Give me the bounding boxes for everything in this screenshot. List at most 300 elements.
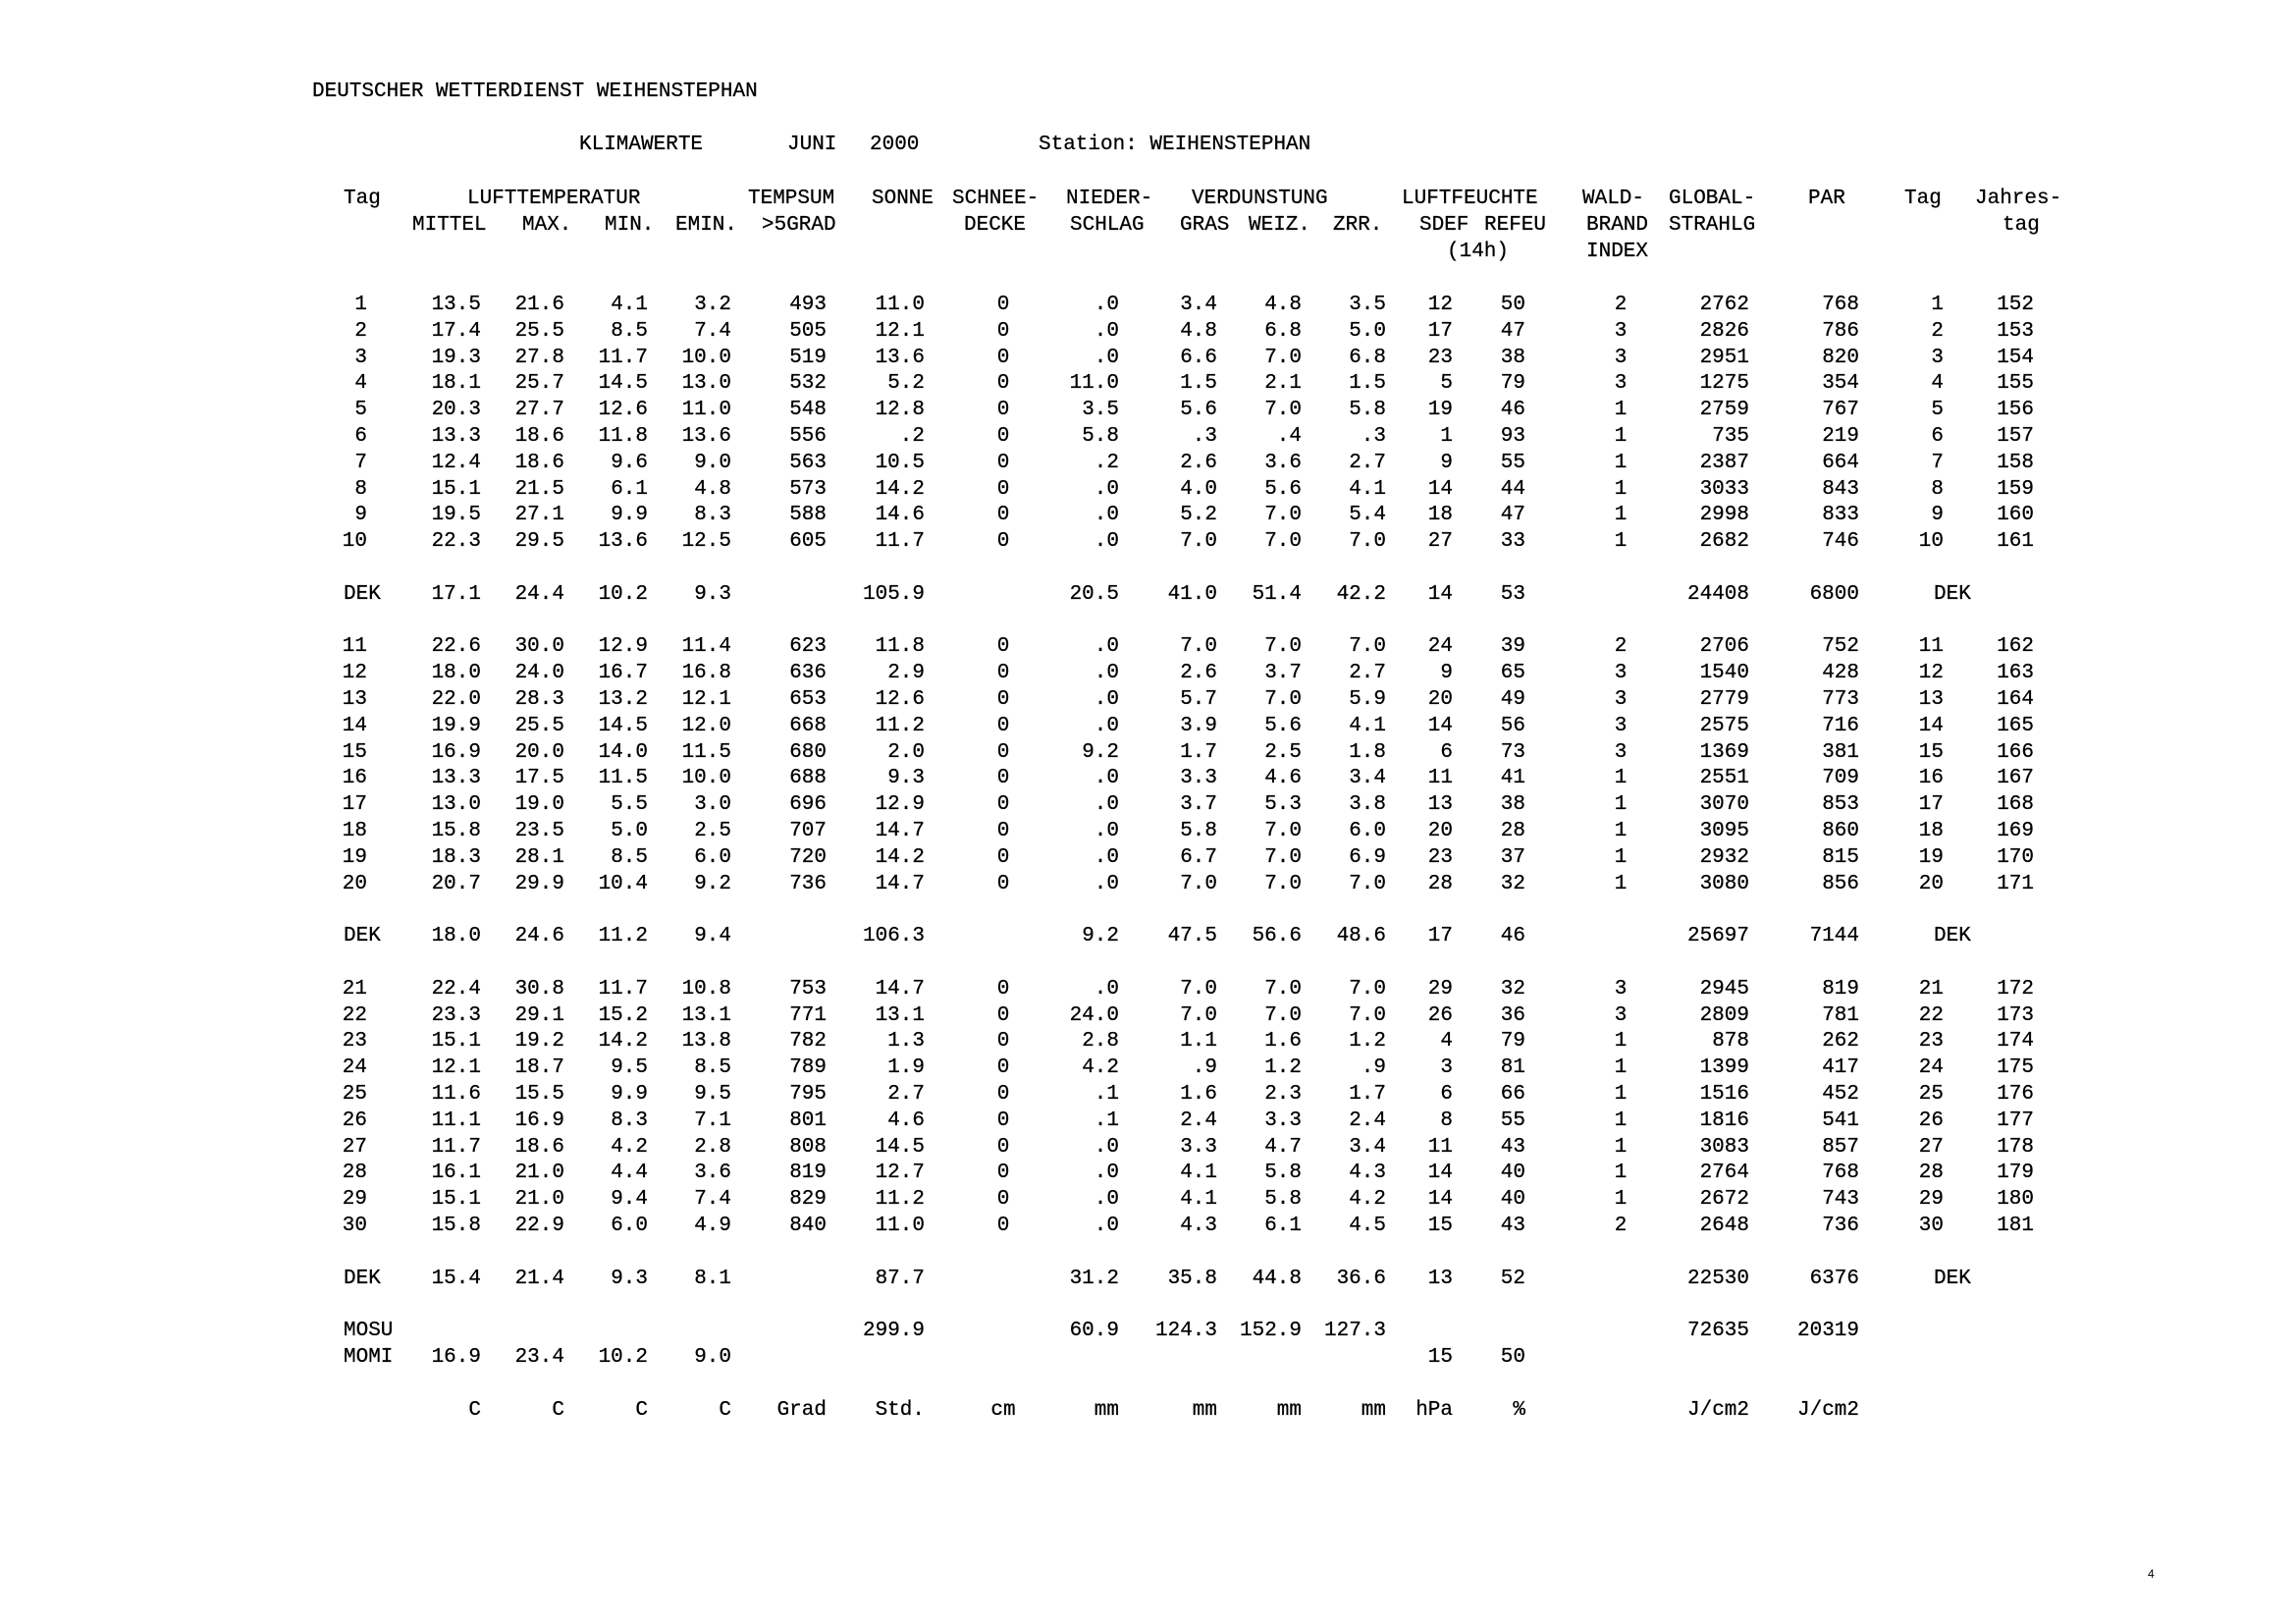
table-cell: 815 [1822,846,1859,869]
table-cell: J/cm2 [1796,1399,1859,1422]
table-cell: 19 [1427,399,1453,421]
table-cell: 428 [1822,662,1859,684]
table-cell: 4.9 [694,1215,731,1237]
table-cell: 12 [1918,662,1944,684]
table-cell: .0 [1094,1215,1119,1237]
table-cell: 8.3 [694,504,731,526]
table-cell: 6 [354,425,367,448]
table-cell: 18.6 [514,452,564,474]
table-cell: 1 [1614,1188,1628,1211]
table-cell: 1540 [1699,662,1749,684]
header-14h: (14h) [1447,241,1510,263]
table-cell: 2551 [1699,767,1749,789]
table-cell: 0 [996,452,1010,474]
table-cell: 25.7 [514,372,564,395]
table-cell: 3.4 [1349,767,1386,789]
table-cell: 9.9 [611,1083,648,1106]
table-cell: 11.7 [431,1136,481,1159]
table-cell: 15.4 [431,1268,481,1290]
table-cell: 1 [1614,1056,1628,1079]
table-cell: 11.5 [681,741,731,764]
table-cell: 13.6 [875,347,925,369]
table-cell: 6.0 [1349,820,1386,842]
header-gras: GRAS [1180,214,1230,237]
table-cell: 11 [1427,767,1453,789]
table-cell: 0 [996,846,1010,869]
header-decke: DECKE [964,214,1027,237]
table-cell: 52 [1500,1268,1525,1290]
table-cell: 7.0 [1264,399,1302,421]
table-cell: 2 [354,320,367,343]
table-cell: DEK [344,583,381,606]
table-cell: 16.9 [431,1346,481,1369]
table-cell: 179 [1997,1162,2034,1184]
table-cell: 789 [789,1056,827,1079]
table-cell: 7.0 [1264,820,1302,842]
table-cell: Std. [875,1399,925,1422]
table-cell: 7.0 [1264,1004,1302,1027]
table-cell: 1 [1614,1083,1628,1106]
table-cell: 1 [1614,1109,1628,1132]
table-cell: 8.5 [694,1056,731,1079]
table-cell: 9 [1440,662,1453,684]
table-cell: 16 [1918,767,1944,789]
table-cell: 299.9 [862,1320,925,1342]
table-cell: 3.8 [1349,793,1386,816]
table-cell: 29.5 [514,530,564,553]
table-cell: 15.1 [431,478,481,501]
table-cell: 653 [789,688,827,711]
table-cell: 23 [1918,1030,1944,1053]
table-cell: 18 [342,820,367,842]
table-cell: DEK [344,925,381,947]
header-tag-2: Tag [1904,188,1942,210]
table-cell: .0 [1094,530,1119,553]
table-cell: .0 [1094,793,1119,816]
table-cell: 11.7 [875,530,925,553]
table-cell: 35.8 [1167,1268,1217,1290]
table-cell: 23 [1427,846,1453,869]
table-cell: 860 [1822,820,1859,842]
table-cell: 5.8 [1264,1162,1302,1184]
table-cell: 0 [996,320,1010,343]
table-cell: 2826 [1699,320,1749,343]
page-number-mark: 4 [2148,1567,2155,1581]
table-cell: 1399 [1699,1056,1749,1079]
table-cell: 65 [1500,662,1525,684]
table-cell: 20.3 [431,399,481,421]
table-cell: 493 [789,294,827,316]
table-cell: 28 [1500,820,1525,842]
table-cell: 532 [789,372,827,395]
table-cell: 0 [996,478,1010,501]
table-cell: 4.2 [611,1136,648,1159]
table-cell: .0 [1094,978,1119,1001]
header-5grad: >5GRAD [762,214,836,237]
table-cell: 2 [1931,320,1944,343]
table-cell: 11.1 [431,1109,481,1132]
table-cell: 155 [1997,372,2034,395]
table-cell: 4.8 [1264,294,1302,316]
table-cell: 164 [1997,688,2034,711]
table-cell: 0 [996,1083,1010,1106]
table-cell: 0 [996,1162,1010,1184]
table-cell: 11 [1918,635,1944,658]
table-row [0,740,2296,766]
table-cell: 27 [342,1136,367,1159]
table-cell: 3095 [1699,820,1749,842]
table-cell: 743 [1822,1188,1859,1211]
table-cell: 40 [1500,1162,1525,1184]
table-cell: 14.2 [875,846,925,869]
table-cell: 11.8 [598,425,648,448]
table-cell: 153 [1997,320,2034,343]
table-cell: 25.5 [514,715,564,737]
table-cell: 381 [1822,741,1859,764]
table-cell: 11.7 [598,347,648,369]
table-cell: 30.0 [514,635,564,658]
table-cell: 20 [1427,688,1453,711]
table-cell: 6.6 [1180,347,1217,369]
header-strahlg: STRAHLG [1669,214,1756,237]
table-cell: 3 [1614,715,1628,737]
table-cell: 29 [1427,978,1453,1001]
table-cell: 4.2 [1349,1188,1386,1211]
table-cell: 0 [996,1030,1010,1053]
header-sdef: SDEF [1419,214,1469,237]
table-cell: 13.1 [681,1004,731,1027]
table-cell: 18.0 [431,925,481,947]
table-cell: 0 [996,1004,1010,1027]
table-cell: 5.5 [611,793,648,816]
table-cell: 11.2 [598,925,648,947]
table-cell: 43 [1500,1215,1525,1237]
table-cell: 2.1 [1264,372,1302,395]
table-row [0,1135,2296,1161]
table-cell: 707 [789,820,827,842]
table-cell: 22.9 [514,1215,564,1237]
table-cell: 12.6 [598,399,648,421]
table-cell: 20 [1918,873,1944,895]
table-cell: Grad [776,1399,827,1422]
table-cell: .1 [1094,1109,1119,1132]
table-cell: 3.2 [694,294,731,316]
table-cell: 15.8 [431,1215,481,1237]
table-cell: 7.4 [694,320,731,343]
table-cell: 14 [1427,1162,1453,1184]
table-row [0,1029,2296,1055]
table-cell: 19.9 [431,715,481,737]
table-cell: 27 [1918,1136,1944,1159]
table-cell: 1 [1614,530,1628,553]
table-cell: 820 [1822,347,1859,369]
table-cell: 3 [1614,741,1628,764]
table-cell: 19.0 [514,793,564,816]
table-row [0,451,2296,476]
table-cell: 17 [342,793,367,816]
table-cell: 1.8 [1349,741,1386,764]
table-cell: 14.5 [598,715,648,737]
table-cell: DEK [344,1268,381,1290]
table-cell: 6376 [1809,1268,1859,1290]
table-cell: 2 [1614,294,1628,316]
table-cell: 47.5 [1167,925,1217,947]
table-cell: 32 [1500,873,1525,895]
dek-summary-row [0,582,2296,608]
table-cell: cm [990,1399,1016,1422]
table-cell: 18.1 [431,372,481,395]
table-cell: 23.5 [514,820,564,842]
table-cell: 0 [996,530,1010,553]
table-cell: 18.7 [514,1056,564,1079]
header-sonne: SONNE [872,188,934,210]
table-cell: 0 [996,294,1010,316]
table-cell: 2 [1614,1215,1628,1237]
header-tag: Tag [344,188,381,210]
table-cell: 12.9 [598,635,648,658]
table-cell: 38 [1500,793,1525,816]
table-cell: 1.5 [1180,372,1217,395]
table-cell: 53 [1500,583,1525,606]
table-cell: 39 [1500,635,1525,658]
table-cell: 33 [1500,530,1525,553]
header-mittel: MITTEL [412,214,487,237]
table-cell: 2648 [1699,1215,1749,1237]
table-cell: 19.3 [431,347,481,369]
table-cell: 853 [1822,793,1859,816]
table-cell: 22.0 [431,688,481,711]
table-cell: 7.0 [1180,873,1217,895]
table-cell: 13.2 [598,688,648,711]
table-cell: 417 [1822,1056,1859,1079]
table-cell: 3.6 [694,1162,731,1184]
table-cell: 4.1 [1349,478,1386,501]
table-cell: 452 [1822,1083,1859,1106]
table-cell: 1 [1614,425,1628,448]
table-cell: 2.3 [1264,1083,1302,1106]
table-cell: 29 [1918,1188,1944,1211]
table-cell: 21.5 [514,478,564,501]
table-cell: 9 [354,504,367,526]
table-cell: 44.8 [1252,1268,1302,1290]
table-cell: 11.6 [431,1083,481,1106]
table-cell: 79 [1500,1030,1525,1053]
table-cell: 30.8 [514,978,564,1001]
table-cell: 9.3 [887,767,925,789]
table-cell: 2672 [1699,1188,1749,1211]
table-cell: 0 [996,1056,1010,1079]
table-cell: 15.1 [431,1188,481,1211]
table-cell: 12.6 [875,688,925,711]
table-cell: 23 [1427,347,1453,369]
table-cell: 688 [789,767,827,789]
table-cell: 808 [789,1136,827,1159]
table-cell: 161 [1997,530,2034,553]
table-cell: 10.8 [681,978,731,1001]
table-cell: 20319 [1796,1320,1859,1342]
header-tempsum: TEMPSUM [748,188,835,210]
table-cell: 4.1 [1180,1162,1217,1184]
table-cell: 2932 [1699,846,1749,869]
table-cell: 5.8 [1180,820,1217,842]
table-cell: 56.6 [1252,925,1302,947]
table-cell: 8 [1440,1109,1453,1132]
table-cell: 0 [996,873,1010,895]
table-cell: .0 [1094,320,1119,343]
table-cell: 14 [1427,715,1453,737]
month-label: JUNI [787,134,837,156]
table-cell: 6.0 [694,846,731,869]
table-cell: 5 [354,399,367,421]
table-cell: 6 [1440,741,1453,764]
table-cell: 0 [996,399,1010,421]
table-cell: 156 [1997,399,2034,421]
table-cell: 106.3 [862,925,925,947]
table-cell: 181 [1997,1215,2034,1237]
table-cell: 11.0 [875,1215,925,1237]
table-cell: 13 [1427,1268,1453,1290]
table-cell: 24.0 [1069,1004,1119,1027]
table-cell: 15 [342,741,367,764]
table-cell: C [468,1399,481,1422]
table-cell: 7.0 [1264,347,1302,369]
table-row [0,977,2296,1002]
table-cell: 15 [1918,741,1944,764]
table-cell: 7.0 [1264,635,1302,658]
table-cell: 3 [1614,320,1628,343]
table-cell: 11.4 [681,635,731,658]
table-cell: 3.6 [1264,452,1302,474]
table-cell: 17 [1918,793,1944,816]
table-cell: 735 [1712,425,1749,448]
table-cell: 124.3 [1154,1320,1217,1342]
table-cell: 23.3 [431,1004,481,1027]
table-cell: 14 [342,715,367,737]
table-cell: DEK [1934,583,1971,606]
table-cell: 3.9 [1180,715,1217,737]
table-row [0,1187,2296,1213]
table-cell: 32 [1500,978,1525,1001]
table-cell: 354 [1822,372,1859,395]
table-cell: 1 [354,294,367,316]
table-row [0,819,2296,844]
table-cell: 170 [1997,846,2034,869]
table-cell: 4 [354,372,367,395]
table-cell: 40 [1500,1188,1525,1211]
table-cell: 0 [996,715,1010,737]
table-cell: 11.7 [598,978,648,1001]
table-cell: 0 [996,688,1010,711]
table-cell: 9.2 [694,873,731,895]
table-cell: 773 [1822,688,1859,711]
table-cell: 819 [789,1162,827,1184]
table-cell: 3.3 [1180,1136,1217,1159]
table-cell: 60.9 [1069,1320,1119,1342]
table-cell: 0 [996,1188,1010,1211]
table-cell: 1.2 [1264,1056,1302,1079]
table-cell: 51.4 [1252,583,1302,606]
table-cell: .9 [1192,1056,1217,1079]
table-cell: 9.9 [611,504,648,526]
table-cell: 768 [1822,1162,1859,1184]
table-cell: 1 [1614,767,1628,789]
mosu-row [0,1319,2296,1344]
table-cell: .0 [1094,873,1119,895]
table-cell: 180 [1997,1188,2034,1211]
table-cell: 6.8 [1264,320,1302,343]
table-cell: 167 [1997,767,2034,789]
table-cell: 14 [1427,583,1453,606]
table-cell: 0 [996,425,1010,448]
table-cell: 13.3 [431,425,481,448]
table-cell: 166 [1997,741,2034,764]
table-row [0,1003,2296,1029]
table-cell: 14 [1427,478,1453,501]
table-cell: 664 [1822,452,1859,474]
table-cell: 856 [1822,873,1859,895]
table-cell: 0 [996,662,1010,684]
table-cell: 127.3 [1323,1320,1386,1342]
table-cell: 46 [1500,925,1525,947]
table-cell: 6.0 [611,1215,648,1237]
table-cell: 7.0 [1349,978,1386,1001]
table-cell: 25.5 [514,320,564,343]
table-cell: .9 [1361,1056,1386,1079]
table-cell: 14.5 [875,1136,925,1159]
table-cell: 162 [1997,635,2034,658]
table-cell: 9.5 [611,1056,648,1079]
table-cell: 2759 [1699,399,1749,421]
table-cell: 16 [342,767,367,789]
table-cell: 3.7 [1180,793,1217,816]
table-cell: 174 [1997,1030,2034,1053]
table-cell: 1 [1614,793,1628,816]
table-cell: 1 [1614,1136,1628,1159]
table-cell: 4.1 [611,294,648,316]
header-schnee: SCHNEE- [952,188,1040,210]
table-cell: 3083 [1699,1136,1749,1159]
table-cell: 2.6 [1180,452,1217,474]
table-cell: 878 [1712,1030,1749,1053]
table-cell: 605 [789,530,827,553]
table-cell: 154 [1997,347,2034,369]
table-cell: 3.3 [1264,1109,1302,1132]
momi-row [0,1345,2296,1371]
table-cell: 1.5 [1349,372,1386,395]
table-cell: 1.3 [887,1030,925,1053]
table-cell: 15.8 [431,820,481,842]
table-cell: .0 [1094,478,1119,501]
table-cell: 9 [1931,504,1944,526]
table-cell: 105.9 [862,583,925,606]
table-cell: 2.4 [1349,1109,1386,1132]
table-cell: 857 [1822,1136,1859,1159]
table-cell: 2.8 [694,1136,731,1159]
table-cell: 42.2 [1336,583,1386,606]
table-cell: 12.5 [681,530,731,553]
header-weiz: WEIZ. [1249,214,1311,237]
table-cell: 771 [789,1004,827,1027]
table-cell: 0 [996,1109,1010,1132]
table-cell: 11.0 [681,399,731,421]
table-cell: 27 [1427,530,1453,553]
table-cell: 2387 [1699,452,1749,474]
table-cell: 21 [342,978,367,1001]
table-cell: 5.0 [1349,320,1386,343]
table-cell: 9.2 [1082,925,1119,947]
table-cell: 8.5 [611,320,648,343]
header-global: GLOBAL- [1669,188,1756,210]
